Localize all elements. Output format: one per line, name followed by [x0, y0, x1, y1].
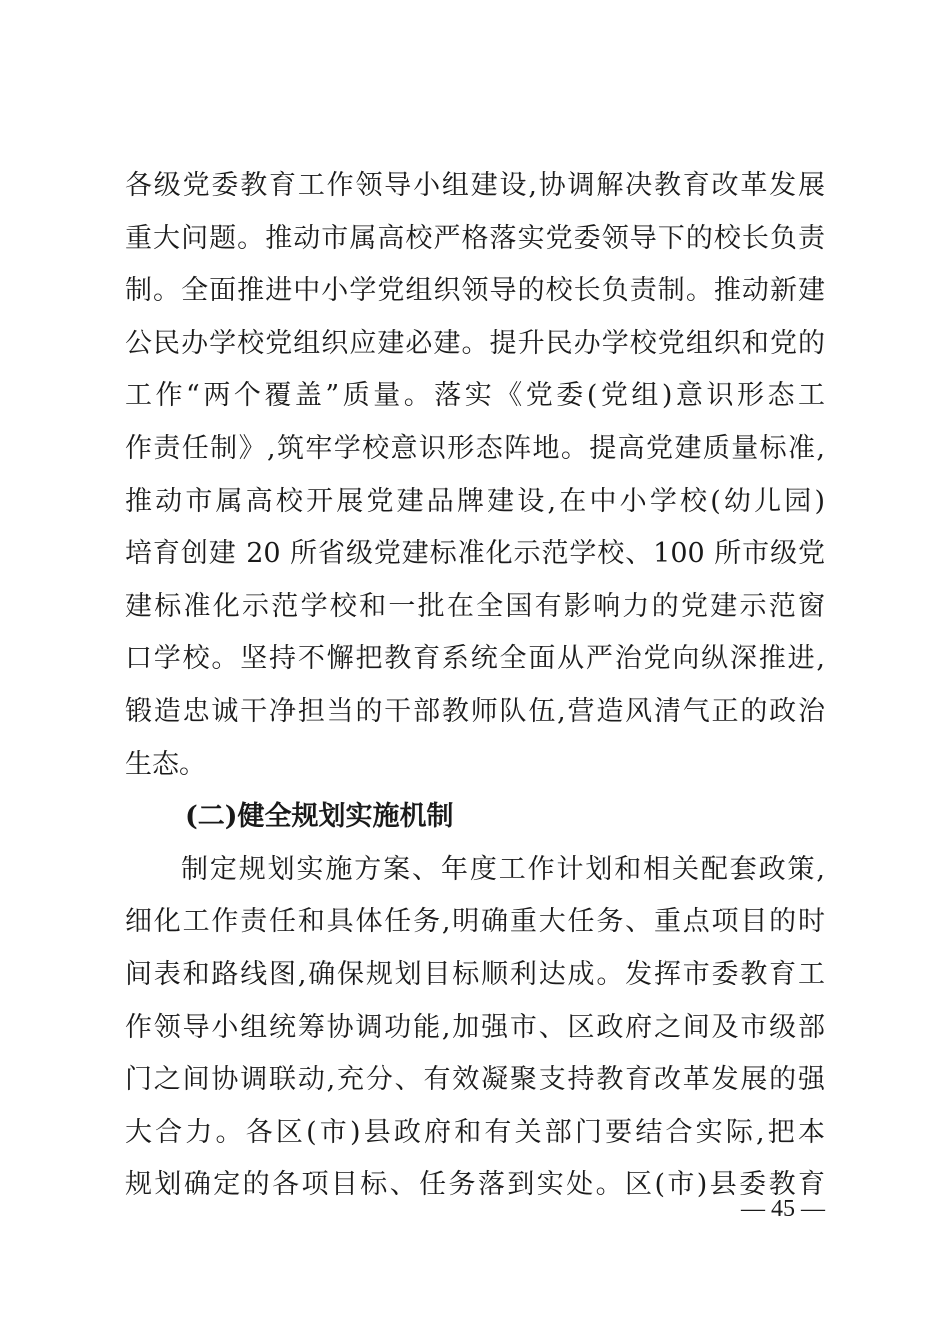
paragraph-line: 门之间协调联动,充分、有效凝聚支持教育改革发展的强 — [125, 1064, 825, 1096]
paragraph-line: 建标准化示范学校和一批在全国有影响力的党建示范窗 — [125, 590, 825, 622]
paragraph-line: 制。全面推进中小学党组织领导的校长负责制。推动新建 — [125, 275, 825, 307]
paragraph-line: 规划确定的各项目标、任务落到实处。区(市)县委教育 — [125, 1169, 825, 1201]
paragraph-line: 大合力。各区(市)县政府和有关部门要结合实际,把本 — [125, 1116, 825, 1148]
document-body — [125, 160, 825, 1212]
paragraph-line: 细化工作责任和具体任务,明确重大任务、重点项目的时 — [125, 906, 825, 938]
paragraph-line: 推动市属高校开展党建品牌建设,在中小学校(幼儿园) — [125, 485, 825, 517]
paragraph-line: 作责任制》,筑牢学校意识形态阵地。提高党建质量标准, — [125, 432, 825, 464]
page-number: — 45 — — [741, 1196, 825, 1222]
paragraph-line: 工作“两个覆盖”质量。落实《党委(党组)意识形态工 — [125, 380, 825, 412]
paragraph-line: 重大问题。推动市属高校严格落实党委领导下的校长负责 — [125, 222, 825, 254]
paragraph-1 — [125, 160, 825, 791]
paragraph-line: 各级党委教育工作领导小组建设,协调解决教育改革发展 — [125, 170, 825, 201]
paragraph-line: 公民办学校党组织应建必建。提升民办学校党组织和党的 — [125, 327, 825, 359]
paragraph-line: 培育创建 20 所省级党建标准化示范学校、100 所市级党 — [125, 538, 825, 570]
paragraph-2 — [125, 844, 825, 1212]
paragraph-line: 间表和路线图,确保规划目标顺利达成。发挥市委教育工 — [125, 958, 825, 990]
paragraph-line: 锻造忠诚干净担当的干部教师队伍,营造风清气正的政治 — [125, 695, 825, 727]
paragraph-line: 作领导小组统筹协调功能,加强市、区政府之间及市级部 — [125, 1011, 825, 1043]
section-heading: (二)健全规划实施机制 — [185, 801, 454, 833]
paragraph-line: 制定规划实施方案、年度工作计划和相关配套政策, — [181, 853, 825, 885]
paragraph-line: 生态。 — [125, 748, 206, 780]
paragraph-line: 口学校。坚持不懈把教育系统全面从严治党向纵深推进, — [125, 643, 825, 675]
